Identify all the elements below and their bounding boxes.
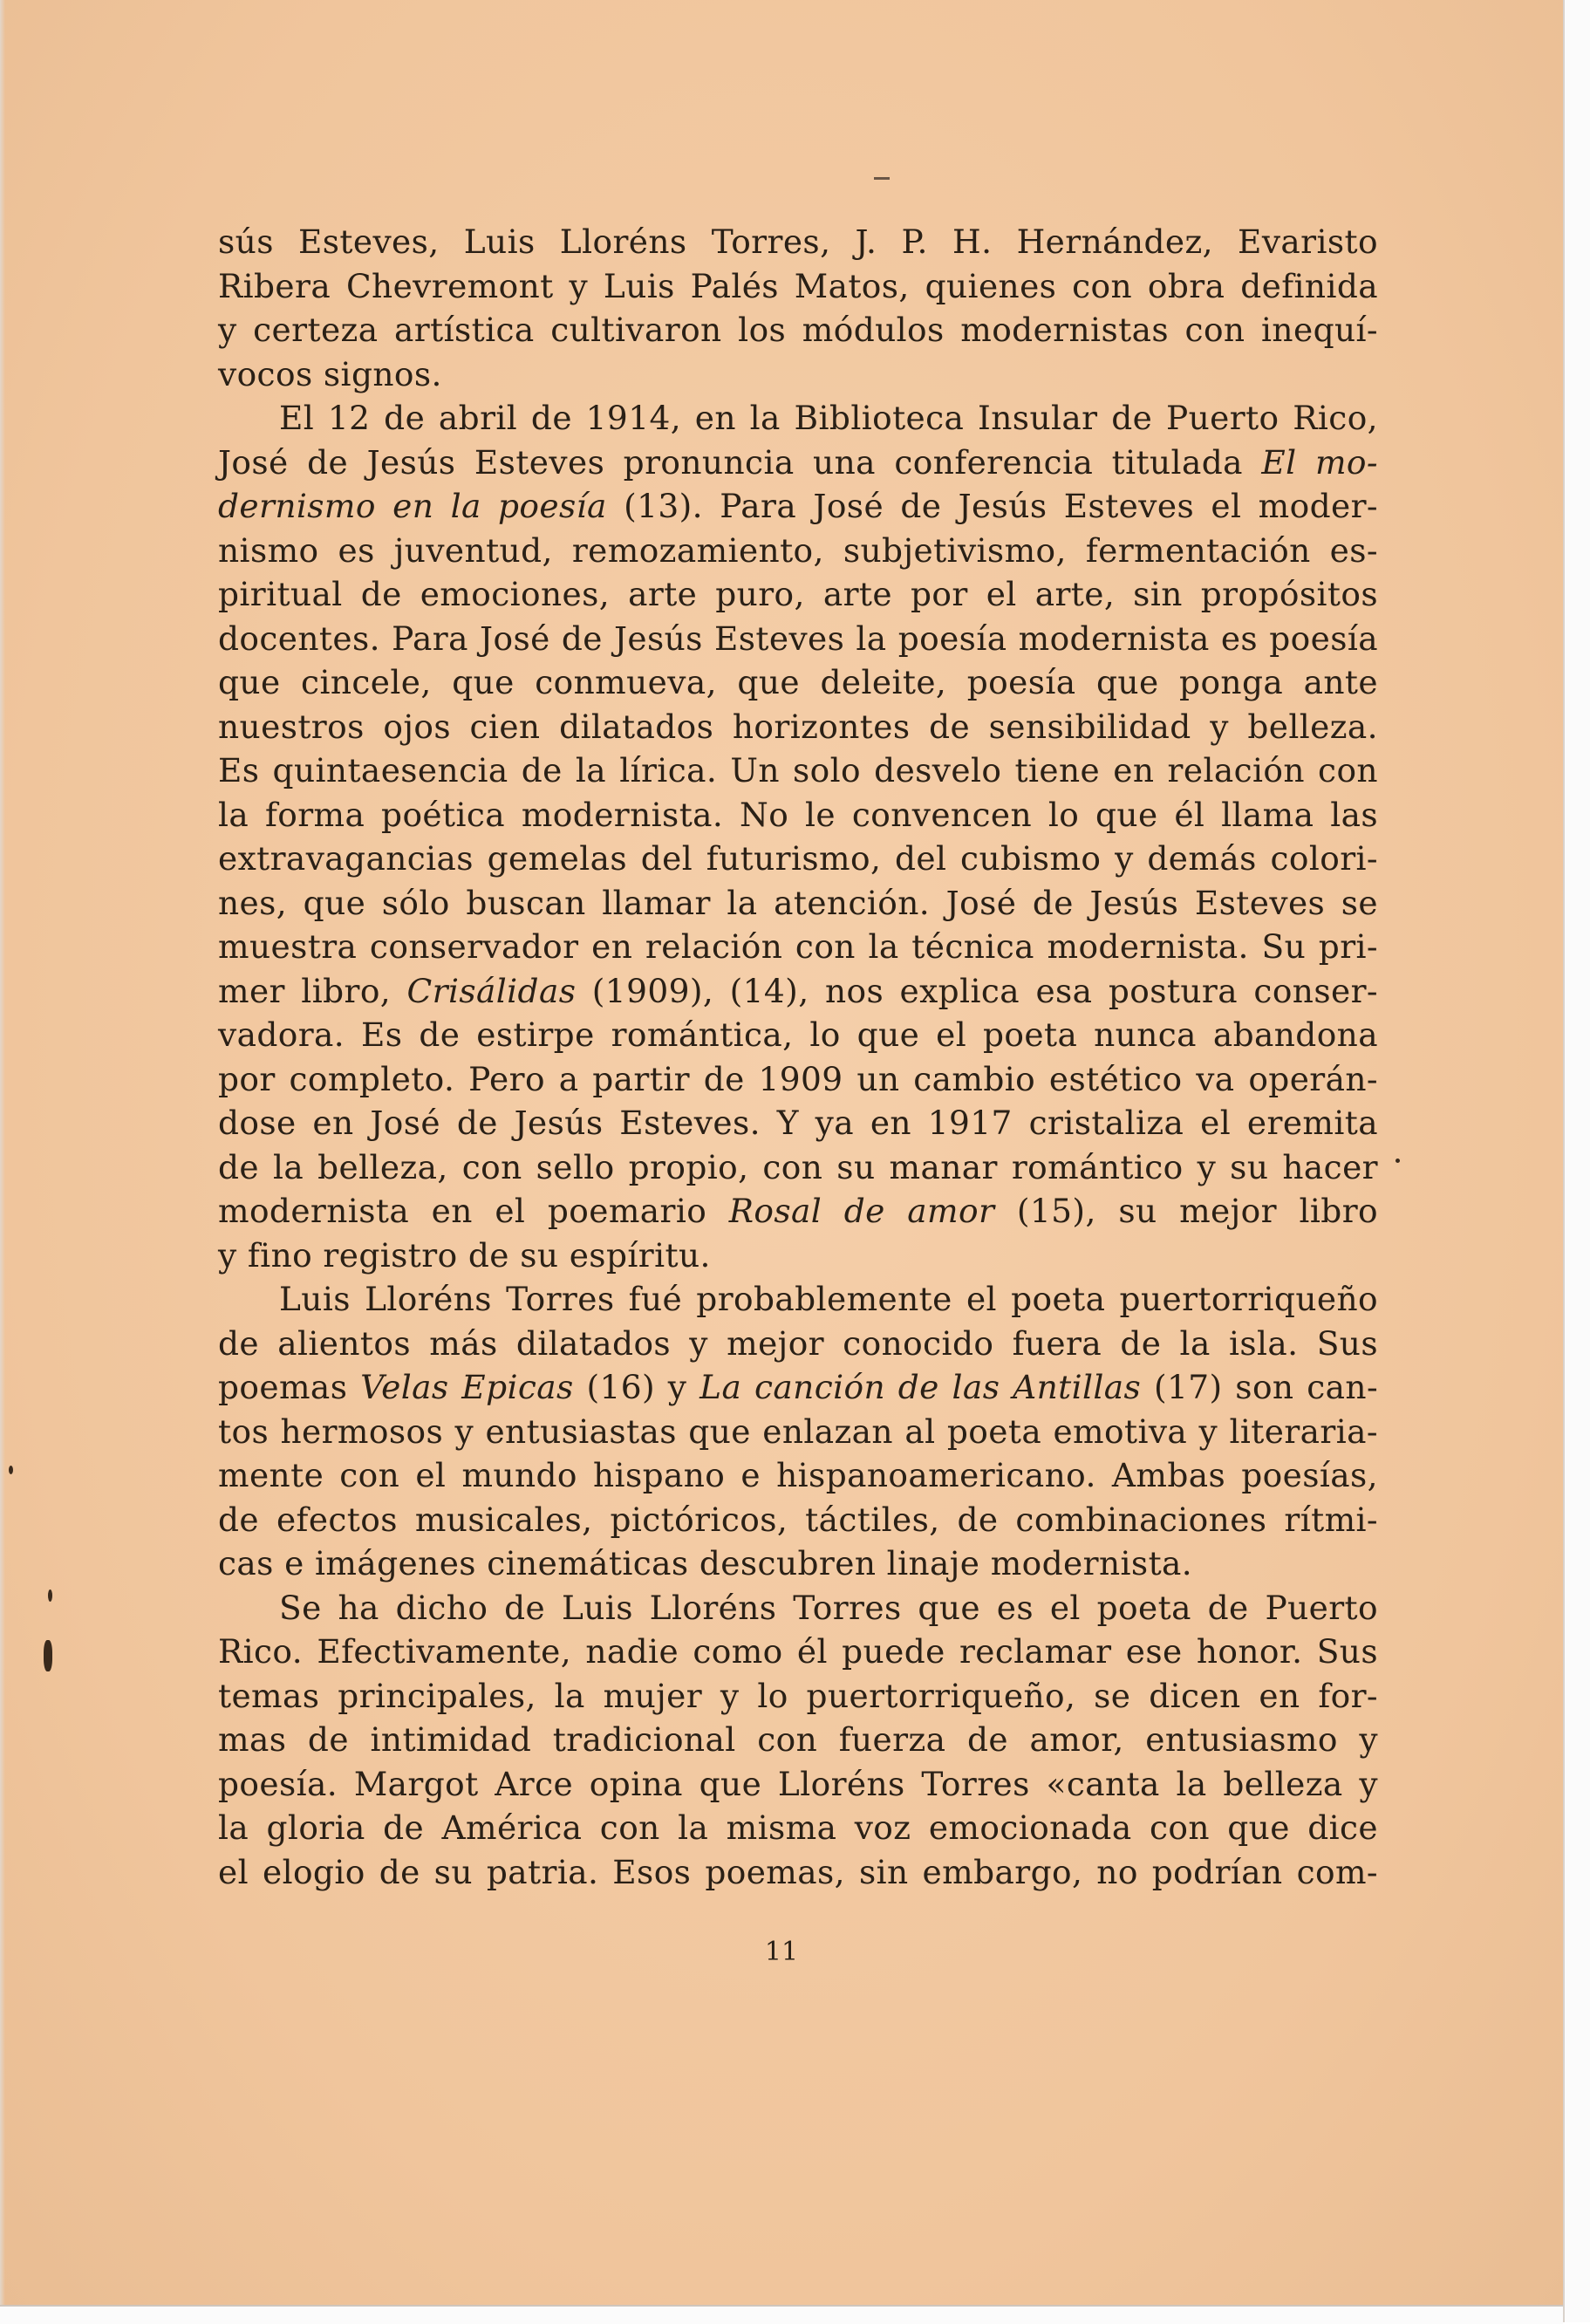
text-line: sús Esteves, Luis Lloréns Torres, J. P. H. Hernández, Evaristo <box>218 222 1378 261</box>
text-line: la forma poética modernista. No le convencen lo que él llama las <box>218 795 1378 834</box>
text-line: extravagancias gemelas del futurismo, del cubismo y demás colori- <box>218 839 1378 878</box>
text-line: poemas Velas Epicas (16) y La canción de las Antillas (17) son can- <box>218 1368 1379 1406</box>
text-line: la gloria de América con la misma voz emocionada con que dice <box>218 1808 1378 1847</box>
text-line: Es quintaesencia de la lírica. Un solo desvelo tiene en relación con <box>218 751 1378 789</box>
text-line: de la belleza, con sello propio, con su manar romántico y su hacer <box>218 1147 1378 1186</box>
text-line: José de Jesús Esteves pronuncia una conferencia titulada El mo- <box>218 442 1378 482</box>
text-line: piritual de emociones, arte puro, arte por el arte, sin propósitos <box>218 575 1378 613</box>
speck-mark <box>9 1466 13 1474</box>
text-line: de efectos musicales, pictóricos, táctiles, de combinaciones rítmi- <box>218 1500 1378 1539</box>
text-line: nuestros ojos cien dilatados horizontes de sensibilidad y belleza. <box>218 707 1378 746</box>
body-text <box>218 220 1378 1894</box>
stray-mark <box>874 177 890 180</box>
text-line: dernismo en la poesía (13). Para José de Jesús Esteves el moder- <box>218 487 1378 525</box>
text-line: por completo. Pero a partir de 1909 un cambio estético va operán- <box>218 1059 1378 1098</box>
text-line: vadora. Es de estirpe romántica, lo que el poeta nunca abandona <box>218 1015 1378 1054</box>
paragraph-3 <box>218 1277 1378 1586</box>
text-line: Ribera Chevremont y Luis Palés Matos, quienes con obra definida <box>218 266 1378 305</box>
text-line: El 12 de abril de 1914, en la Biblioteca Insular de Puerto Rico, <box>279 399 1378 437</box>
text-line: vocos signos. <box>218 354 442 393</box>
text-line: mer libro, Crisálidas (1909), (14), nos explica esa postura conser- <box>218 971 1378 1010</box>
text-line: de alientos más dilatados y mejor conocido fuera de la isla. Sus <box>218 1323 1378 1363</box>
page-number: 11 <box>764 1937 799 1967</box>
paragraph-2 <box>218 396 1378 1277</box>
text-line: modernista en el poemario Rosal de amor (15), su mejor libro <box>218 1192 1378 1230</box>
text-line: mente con el mundo hispano e hispanoamericano. Ambas poesías, <box>218 1456 1378 1494</box>
scan-margin-bottom <box>0 2305 1563 2324</box>
text-line: nismo es juventud, remozamiento, subjetivismo, fermentación es- <box>218 530 1378 570</box>
text-line: docentes. Para José de Jesús Esteves la poesía modernista es poesía <box>218 619 1378 658</box>
text-line: nes, que sólo buscan llamar la atención. José de Jesús Esteves se <box>218 883 1378 922</box>
text-line: Luis Lloréns Torres fué probablemente el poeta puertorriqueño <box>279 1280 1378 1318</box>
text-line: Se ha dicho de Luis Lloréns Torres que es el poeta de Puerto <box>279 1588 1378 1627</box>
text-line: mas de intimidad tradicional con fuerza de amor, entusiasmo y <box>218 1720 1378 1759</box>
paragraph-1 <box>218 220 1378 396</box>
text-line: temas principales, la mujer y lo puertorriqueño, se dicen en for- <box>218 1676 1378 1715</box>
text-line: Rico. Efectivamente, nadie como él puede reclamar ese honor. Sus <box>218 1632 1378 1671</box>
text-line: y fino registro de su espíritu. <box>218 1235 711 1275</box>
speck-mark <box>48 1589 52 1602</box>
speck-mark <box>44 1640 52 1671</box>
scan-margin-right <box>1563 0 1590 2322</box>
text-line: tos hermosos y entusiastas que enlazan al poeta emotiva y literaria- <box>218 1411 1378 1451</box>
text-line: poesía. Margot Arce opina que Lloréns Torres «canta la belleza y <box>218 1764 1378 1803</box>
text-line: y certeza artística cultivaron los módulos modernistas con inequí- <box>218 311 1378 349</box>
text-line: dose en José de Jesús Esteves. Y ya en 1917 cristaliza el eremita <box>218 1104 1378 1142</box>
paragraph-4 <box>218 1586 1378 1895</box>
text-line: el elogio de su patria. Esos poemas, sin embargo, no podrían com- <box>218 1852 1378 1891</box>
speck-mark <box>1396 1159 1400 1163</box>
text-line: cas e imágenes cinemáticas descubren linaje modernista. <box>218 1544 1193 1582</box>
text-line: que cincele, que conmueva, que deleite, poesía que ponga ante <box>218 663 1378 701</box>
text-line: muestra conservador en relación con la técnica modernista. Su pri- <box>218 927 1378 966</box>
